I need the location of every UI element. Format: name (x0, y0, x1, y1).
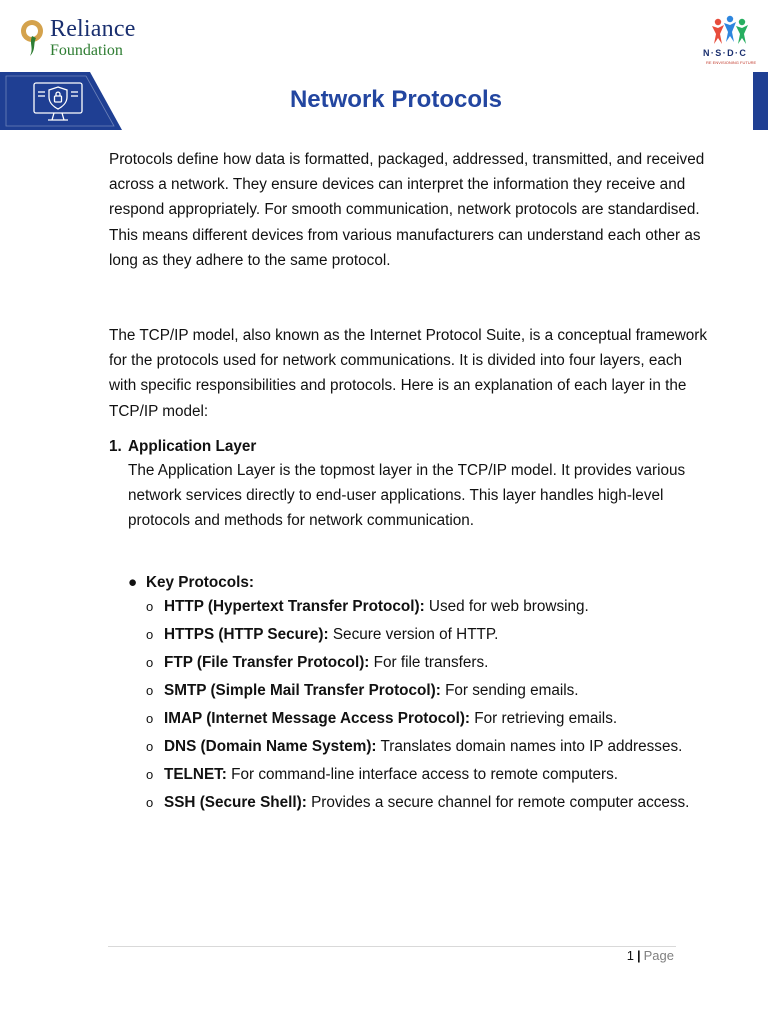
protocol-desc: For command-line interface access to remote computers. (231, 766, 618, 783)
protocol-name: TELNET: (164, 766, 227, 783)
circle-bullet-icon: o (146, 739, 154, 754)
protocol-name: FTP (File Transfer Protocol): (164, 654, 370, 671)
protocol-name: DNS (Domain Name System): (164, 738, 377, 755)
nsdc-logo (700, 14, 760, 68)
page-footer (540, 947, 674, 965)
circle-bullet-icon: o (146, 767, 154, 782)
protocol-name: HTTPS (HTTP Secure): (164, 626, 329, 643)
protocol-item (146, 650, 706, 675)
protocol-desc: Secure version of HTTP. (332, 626, 499, 643)
protocol-item (146, 678, 706, 703)
section-heading (109, 434, 256, 459)
intro-paragraph: Protocols define how data is formatted, packaged, addressed, transmitted, and received across a network. They ensure devices can interpret the information they receive and respond appropriately. For smooth communication, network protocols are standardised. This means different devices from various manufacturers can understand each other as long as they adhere to the same protocol. (109, 151, 705, 269)
logo-right-tagline: RE ENVISIONING FUTURE (706, 60, 757, 65)
footer-separator: | (636, 948, 641, 963)
key-protocols-heading (128, 570, 254, 595)
protocol-item (146, 762, 706, 787)
protocol-desc: For file transfers. (373, 654, 489, 671)
circle-bullet-icon: o (146, 655, 154, 670)
bullet-icon: ● (128, 574, 138, 591)
reliance-foundation-logo (20, 18, 160, 62)
circle-bullet-icon: o (146, 599, 154, 614)
section-number: 1. (109, 438, 122, 455)
protocol-item (146, 706, 706, 731)
circle-bullet-icon: o (146, 627, 154, 642)
protocol-name: SSH (Secure Shell): (164, 794, 307, 811)
protocol-item (146, 790, 706, 815)
logo-left-line1: Reliance (50, 16, 136, 42)
nsdc-people-icon (700, 14, 760, 48)
protocol-name: HTTP (Hypertext Transfer Protocol): (164, 598, 425, 615)
protocol-desc: Used for web browsing. (428, 598, 589, 615)
section-description: The Application Layer is the topmost layer in the TCP/IP model. It provides various network services directly to end-user applications. This layer handles high-level protocols and methods for network communication. (128, 462, 686, 530)
protocol-item (146, 622, 706, 647)
circle-bullet-icon: o (146, 795, 154, 810)
key-protocols-label: Key Protocols: (146, 574, 254, 591)
reliance-flame-icon (20, 18, 46, 58)
protocol-name: IMAP (Internet Message Access Protocol): (164, 710, 471, 727)
protocol-item (146, 734, 706, 759)
page-label: Page (643, 948, 674, 963)
tcpip-paragraph: The TCP/IP model, also known as the Internet Protocol Suite, is a conceptual framework for the protocols used for network communications. It is divided into four layers, each with specific responsibilities and protocols. Here is an explanation of each layer in the TCP/IP model: (109, 327, 708, 420)
logo-right-letters: N·S·D·C (703, 48, 748, 58)
section-heading-text: Application Layer (128, 438, 257, 455)
protocol-list (146, 594, 706, 818)
logo-left-line2: Foundation (50, 42, 123, 59)
protocol-item (146, 594, 706, 619)
circle-bullet-icon: o (146, 711, 154, 726)
protocol-desc: Translates domain names into IP addresses. (380, 738, 683, 755)
protocol-name: SMTP (Simple Mail Transfer Protocol): (164, 682, 441, 699)
page-number: 1 (626, 948, 634, 963)
circle-bullet-icon: o (146, 683, 154, 698)
protocol-desc: For sending emails. (445, 682, 579, 699)
protocol-desc: Provides a secure channel for remote computer access. (311, 794, 690, 811)
protocol-desc: For retrieving emails. (474, 710, 618, 727)
page-title: Network Protocols (289, 86, 503, 113)
